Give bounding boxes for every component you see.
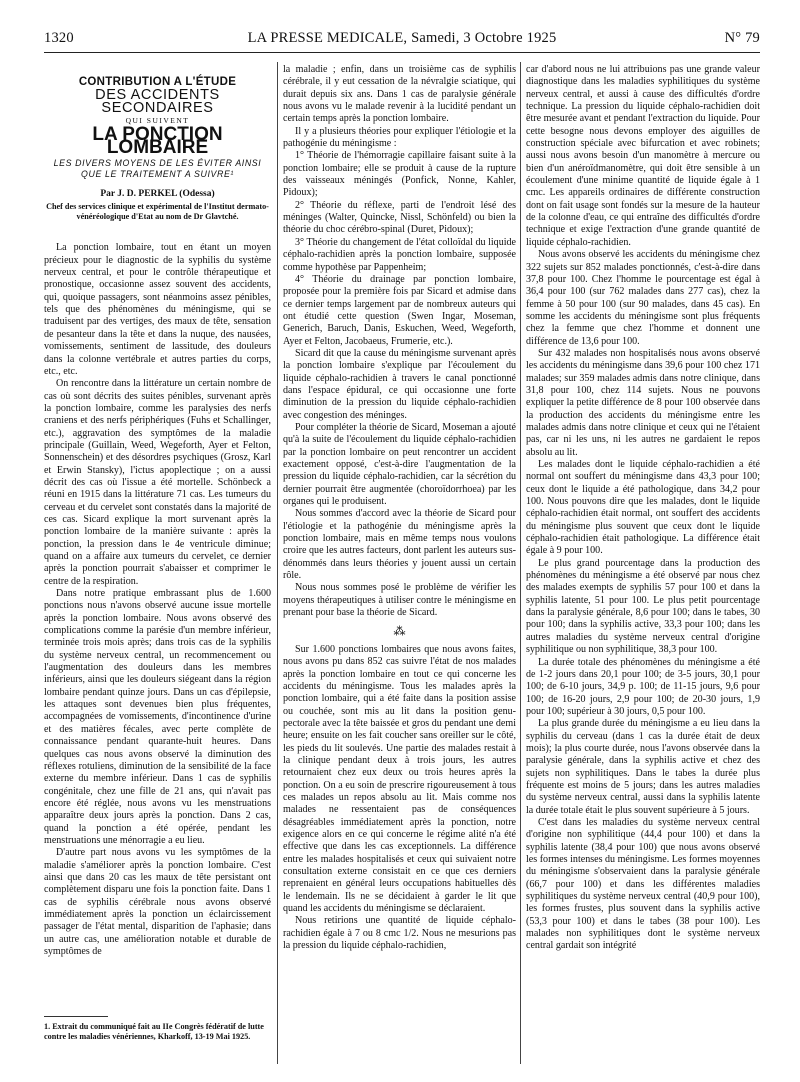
article-author: Par J. D. PERKEL (Odessa) (100, 189, 215, 200)
page-number: 1320 (44, 30, 74, 46)
column-3 (526, 64, 760, 953)
article-title-main: LA PONCTION LOMBAIRE (92, 124, 223, 158)
paragraph: D'autre part nous avons vu les symptômes de la maladie s'améliorer après la ponction lombaire. C'est ainsi que dans 20 cas les maux de tête persistant ont complètement disparu une fois la ponction faite. Dans 1 cas de syphilis cérébrale nous avons observé immédiatement après la ponction un éclaircissement passager de l'état mental, disparition de l'aphasie; dans un autre cas, une amélioration notable et durable de symptômes de (44, 847, 271, 957)
footnote-rule (44, 1016, 108, 1017)
paragraph: Pour compléter la théorie de Sicard, Moseman a ajouté qu'à la suite de l'écoulement du liquide céphalo-rachidien par la ponction lombaire on peut rencontrer un accident exactement opposé, c'est-à-dire l'augmentation de la pression du liquide céphalo-rachidien, car la sécrétion du dernier pourrait être augmentée (choroïdorrhoea) par les organes qui le produisent. (283, 421, 516, 508)
paragraph: Nous sommes d'accord avec la théorie de Sicard pour l'étiologie et la pathogénie du méningisme après la ponction lombaire, mais en même temps nous voulons croire que les autres facteurs, dont parlent les auteurs sus-dénommés dans leurs théories y jouent aussi un certain rôle. (283, 508, 516, 582)
column-divider (277, 62, 278, 1064)
paragraph: 1° Théorie de l'hémorragie capillaire faisant suite à la ponction lombaire; elle se produit à cause de la rupture des vaisseaux méningés (Ponfick, Nonne, Kahler, Pidoux); (283, 150, 516, 199)
article-title-line2: QUI SUIVENT (125, 116, 190, 126)
paragraph: Il y a plusieurs théories pour expliquer l'étiologie et la pathogénie du méningisme : (283, 125, 516, 150)
paragraph: La durée totale des phénomènes du méningisme a été de 1-2 jours dans 20,1 pour 100; de 3-5 jours, 30,1 pour 100; de 6-10 jours, 34,9 p. 100; de 11-15 jours, 9,6 pour 100; de 16-20 jours, 2,9 pour 100; de 20-30 jours, 1,9 pour 100; supérieur à 30 jours, 0,5 pour 100. (526, 656, 760, 717)
paragraph: Les malades dont le liquide céphalo-rachidien a été normal ont souffert du méningisme dans 43,3 pour 100; ceux dont le liquide a été pathologique, dans 34,2 pour 100. Nous pouvons dire que les malades, dont le liquide céphalo-rachidien était normal, ont souffert des accidents du méningisme plus souvent que ceux dont le liquide céphalo-rachidien était pathologique. La différence était égale à 9 pour 100. (526, 459, 760, 557)
paragraph: On rencontre dans la littérature un certain nombre de cas où sont décrits des suites pénibles, survenant après la ponction lombaire, comme les paralysies des nerfs craniens et des nerfs périphériques (Fuhs et Schallinger, etc.), aggravation des symptômes de la maladie principale (Guillain, Weed, Wegeforth, Ayer et Felton, Sonnenschein) et des désordres psychiques (Grosz, Karl et Erwin Stansky), l'ictus apoplectique ; on a aussi décrit des cas où l'issue a été mortelle. Schönbeck a réuni en 1915 dans la littérature 71 cas. Les tumeurs du cerveau et du cervelet sont constatés dans la majorité de ces cas. Sicard explique la mort survenant après la ponction lombaire de la manière suivante : après la ponction, la pression dans le 4e ventricule diminue; quand on a affaire aux tumeurs du cervelet, ce dernier après la ponction pourrait s'abaisser et comprimer le centre de la respiration. (44, 378, 271, 587)
column-2 (283, 64, 516, 952)
paragraph: car d'abord nous ne lui attribuions pas une grande valeur diagnostique dans les maladies syphilitiques du système nerveux central, et aussi à cause des difficultés d'ordre technique. La pression du liquide céphalo-rachidien doit être mesurée avant et pendant l'extraction du liquide. Pour cette besogne nous devons employer des aiguilles de construction spéciale avec bifurcation et avec robinets; aussi nous avons besoin d'un manomètre à mercure ou bien d'un anéroïdmanomètre, qui doit être sensible à un écoulement d'une minime quantité de liquide égale à 1 cmc. Les appareils ordinaires de différente construction dont on fait usage sont fondés sur la mesure de la hauteur de la colonne d'eau, ce qui entraîne des difficultés d'ordre technique et exige l'extraction d'une grande quantité de liquide céphalo-rachidien. (526, 64, 760, 248)
author-affiliation: Chef des services clinique et expérimental de l'Institut dermato-vénéréologique d'Etat au nom de Dr Glavtché. (46, 202, 269, 222)
paragraph: 3° Théorie du changement de l'état colloïdal du liquide céphalo-rachidien après la ponction lombaire, supposée comme hypothèse par Pappenheim; (283, 236, 516, 273)
paragraph: Nous retirions une quantité de liquide céphalo-rachidien égale à 7 ou 8 cmc 1/2. Nous ne mesurions pas la pression du liquide céphalo-rachidien, (283, 915, 516, 952)
paragraph: 4° Théorie du drainage par ponction lombaire, proposée pour la première fois par Sicard et admise dans ce dernier temps largement par de nombreux auteurs qui ont étudié cette question (Swen Ingar, Moseman, Generich, Baruch, Danis, Eskuchen, Weed, Wegeforth, Ayer et Felton, Jacobaeus, Frumerie, etc.). (283, 273, 516, 347)
paragraph: Nous avons observé les accidents du méningisme chez 322 sujets sur 852 malades ponctionnés, c'est-à-dire dans 37,8 pour 100. Chez l'homme le pourcentage est égal à 36,4 pour 100 (sur 762 malades dans 277 cas), chez la femme à 50 pour 100 (sur 90 malades, dans 45 cas). En somme les accidents du méningisme sont plus fréquents chez la femme que chez l'homme et donnent une différence de 13,6 pour 100. (526, 249, 760, 347)
issue-number: N° 79 (724, 30, 760, 46)
paragraph: Le plus grand pourcentage dans la production des phénomènes du méningisme a été observé par nous chez des malades exempts de syphilis 57 pour 100 et dans la syphilis latente, 51 pour 100. Le plus petit pourcentage dans la paralysie générale, 8,6 pour 100; dans le tabes, 30 pour 100; dans la syphilis active, 33,3 pour 100; dans les autres maladies du système nerveux central d'origine syphilitique ou non syphilitique, 38,3 pour 100. (526, 557, 760, 656)
paragraph: 2° Théorie du réflexe, parti de l'endroit lésé des méninges (Walter, Quincke, Nissl, Schönfeld) ou bien la théorie du choc cérébro-spinal (Duret, Pidoux); (283, 199, 516, 236)
paragraph: Dans notre pratique embrassant plus de 1.600 ponctions nous n'avons observé aucune issue mortelle après la ponction lombaire. Nous avons observé des complications comme la parésie d'un membre inférieur, terminée trois mois après; dans trois cas de la syphilis du système nerveux central, un recommencement ou l'augmentation des douleurs dans les membres inférieurs, ainsi que les douleurs siégeant dans la région lombaire pendant quinze jours. Dans un cas d'épilepsie, les attaques sont devenues bien plus fréquentes, accompagnées de vomissements, d'incontinence d'urine et des matières fécales, avec perte complète de connaissance pendant quarante-huit heures. Dans quelques cas nous avons observé la diminution des réflexes rotuliens, diminution de la sensibilité de la face externe du membre inférieur. Dans 1 cas de syphilis congénitale, chez une fille de 21 ans, qui n'avait pas encore été réglée, nous avons vu les menstruations apparaître deux jours après la ponction. Dans 2 cas, quand la ponction a été opérée, pendant les menstruations une ménorragie a eu lieu. (44, 588, 271, 846)
paragraph: Sicard dit que la cause du méningisme survenant après la ponction lombaire s'explique par l'écoulement du liquide céphalo-rachidien à travers le canal ponctionné dans l'espace épidural, ce qui occasionne une forte diminution de la pression du liquide céphalo-rachidien avec congestion des méninges. (283, 347, 516, 421)
article-title-line1: DES ACCIDENTS SECONDAIRES (95, 87, 220, 116)
paragraph: Sur 432 malades non hospitalisés nous avons observé les accidents du méningisme dans 39,6 pour 100 chez 171 malades; sur 359 malades admis dans notre clinique, dans 31,8 pour 100, chez 114 sujets. Nous ne pouvons expliquer la petite différence de 8 pour 100 observée dans la production des accidents du méningisme entre les malades admis dans notre clinique et ceux qui ne l'étaient pas, car ni les uns, ni les autres ne gardaient le repos absolu au lit. (526, 347, 760, 458)
section-separator: ⁂ (393, 624, 406, 639)
article-kicker: CONTRIBUTION A L'ÉTUDE (78, 76, 237, 88)
paragraph: La ponction lombaire, tout en étant un moyen précieux pour le diagnostic de la syphilis du système nerveux central, et pour le contrôle thérapeutique et pronostique, occasionne assez souvent des accidents, qui, quoique passagers, sont néanmoins assez pénibles, tels que des phénomènes du méningisme, qui se traduisent par des vertiges, des maux de tête, sensation de pesanteur dans la tête et dans la nuque, des nausées, vomissements, sentiment de lassitude, des douleurs dans la colonne vertébrale et autres parties du corps, etc., etc. (44, 242, 271, 377)
running-header (44, 30, 760, 52)
article-subtitle: LES DIVERS MOYENS DE LES ÉVITER AINSI QUE LE TRAITEMENT A SUIVRE¹ (53, 158, 262, 180)
paragraph: Sur 1.600 ponctions lombaires que nous avons faites, nous avons pu dans 852 cas suivre l'état de nos malades après la ponction lombaire en tout ce qui concerne les accidents du méningisme. Tous les malades après la ponction lombaire, qui a été faite dans la position assise ou couchée, sont mis au lit dans la position genu-pectorale avec la tête baissée et gros du pendant une demi heure; ensuite on les fait coucher sans oreiller sur le côté, les pieds du lit soulevés. Une partie des malades restait à la clinique pendant deux à trois jours, les autres retournaient chez eux deux ou trois heures après la ponction. On a eu soin de prescrire rigoureusement à tous ces malades un repos absolu au lit. Mais comme nos malades ne ressentaient pas de conséquences désagréables immédiatement après la ponction, notre exigence alors en ce qui concerne le régime alité n'a été effective que dans les cas exceptionnels. La différence entre les malades hospitalisés et ceux qui suivaient notre consultation externe consistait en ce que ces derniers reprenaient en général leurs occupations habituelles dès le lendemain. Ils ne se décidaient à garder le lit que quand les accidents du méningisme se déclaraient. (283, 643, 516, 915)
paragraph: C'est dans les maladies du système nerveux central d'origine non syphilitique (44,4 pour 100) et dans la syphilis latente (38,4 pour 100) que nous avons observé les formes intenses du méningisme. Les formes moyennes du méningisme s'observaient dans la paralysie générale (66,7 pour 100) et dans les différentes maladies syphilitiques du système nerveux central (40,9 pour 100), les formes frustes, plus souvent dans la syphilis active (53,3 pour 100) et dans le tabes (38 pour 100). Les malades non syphilitiques dont le système nerveux central gardait son intégrité (526, 816, 760, 952)
column-1 (44, 64, 271, 958)
journal-title: LA PRESSE MEDICALE, Samedi, 3 Octobre 1925 (247, 30, 557, 46)
column-divider (520, 62, 521, 1064)
paragraph: La plus grande durée du méningisme a eu lieu dans la syphilis du cerveau (dans 1 cas la durée était de deux mois); la plus courte durée, nous l'avons observée dans la paralysie générale, dans la syphilis active et chez des sujets non syphilitiques. Dans le tabes la durée plus fréquente est moins de 5 jours; dans les autres maladies du système nerveux central, aussi dans la syphilis latente la durée totale était le plus souvent supérieure à 5 jours. (526, 718, 760, 816)
paragraph: Nous nous sommes posé le problème de vérifier les moyens thérapeutiques à utiliser contre le méningisme en prenant pour base la théorie de Sicard. (283, 582, 516, 619)
paragraph: la maladie ; enfin, dans un troisième cas de syphilis cérébrale, il y eut cessation de la névralgie sciatique, qui durait depuis six ans. Dans 1 cas de paralysie générale nous avons vu le malade revenir à la lucidité pendant un certain temps après la ponction lombaire. (283, 64, 516, 125)
footnote: 1. Extrait du communiqué fait au IIe Congrès fédératif de lutte contre les maladies vénériennes, Kharkoff, 13-19 Mai 1925. (44, 1022, 264, 1041)
header-rule (44, 52, 760, 53)
